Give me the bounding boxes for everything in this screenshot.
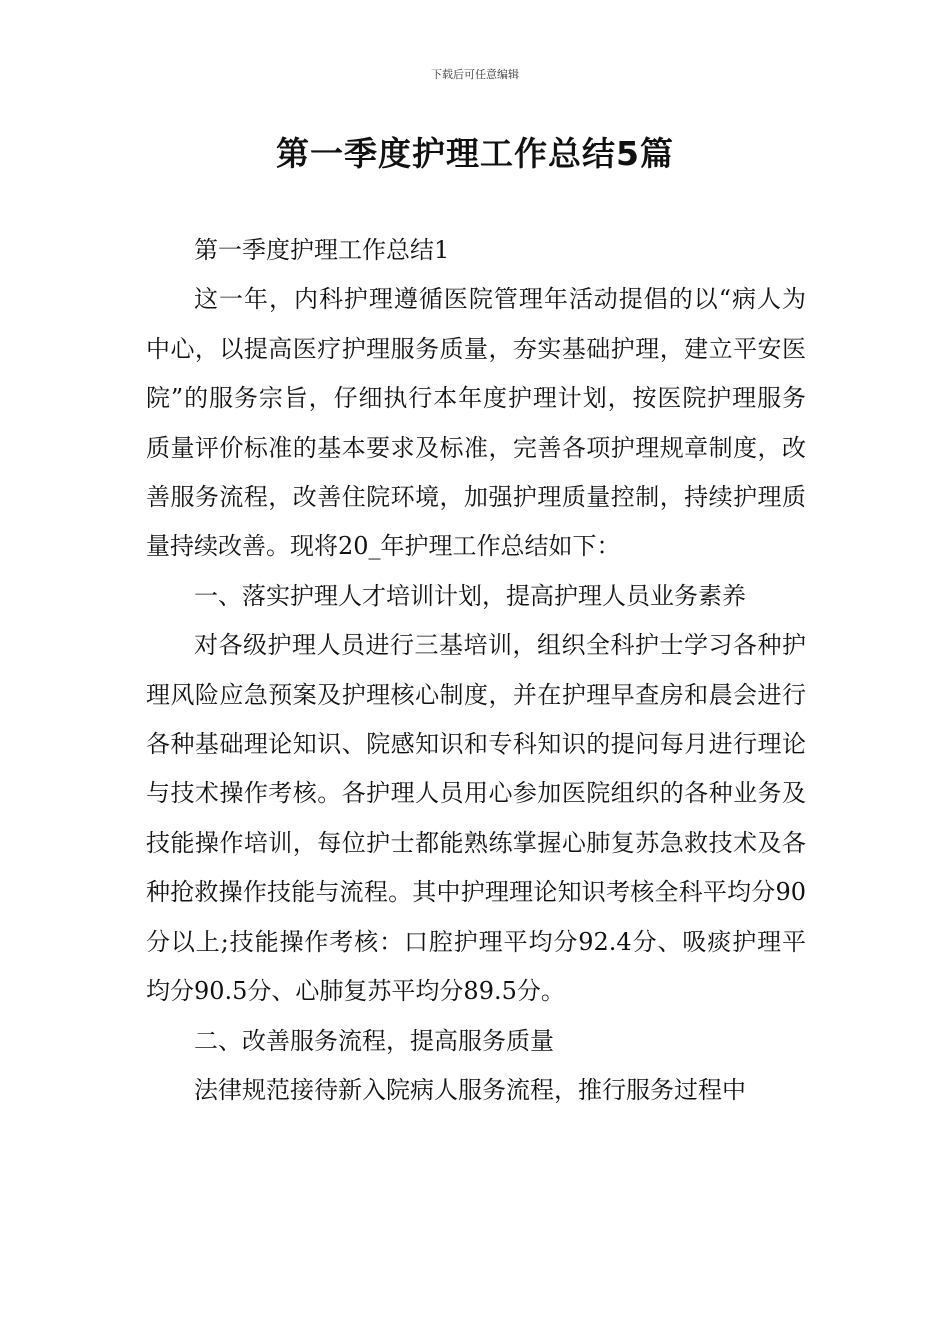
section-heading: 第一季度护理工作总结1 bbox=[194, 236, 450, 264]
document-body bbox=[146, 226, 806, 1115]
body-paragraph: 法律规范接待新入院病人服务流程，推行服务过程中 bbox=[194, 1075, 746, 1104]
body-paragraph: 这一年，内科护理遵循医院管理年活动提倡的以“病人为中心，以提高医疗护理服务质量，夯实基础护理，建立平安医院”的服务宗旨，仔细执行本年度护理计划，按医院护理服务质量评价标准的基本要求及标准，完善各项护理规章制度，改善服务流程，改善住院环境，加强护理质量控制，持续护理质量持续改善。现将20_年护理工作总结如下： bbox=[146, 285, 806, 561]
subsection-heading: 一、落实护理人才培训计划，提高护理人员业务素养 bbox=[194, 581, 746, 610]
body-paragraph: 对各级护理人员进行三基培训，组织全科护士学习各种护理风险应急预案及护理核心制度，并在护理早查房和晨会进行各种基础理论知识、院感知识和专科知识的提问每月进行理论与技术操作考核。各护理人员用心参加医院组织的各种业务及技能操作培训，每位护士都能熟练掌握心肺复苏急救技术及各种抢救操作技能与流程。其中护理理论知识考核全科平均分90分以上;技能操作考核：口腔护理平均分92.4分、吸痰护理平均分90.5分、心肺复苏平均分89.5分。 bbox=[146, 631, 806, 1006]
document-title: 第一季度护理工作总结5篇 bbox=[276, 134, 674, 173]
header-note: 下载后可任意编辑 bbox=[431, 68, 519, 81]
subsection-heading: 二、改善服务流程，提高服务质量 bbox=[194, 1026, 554, 1055]
